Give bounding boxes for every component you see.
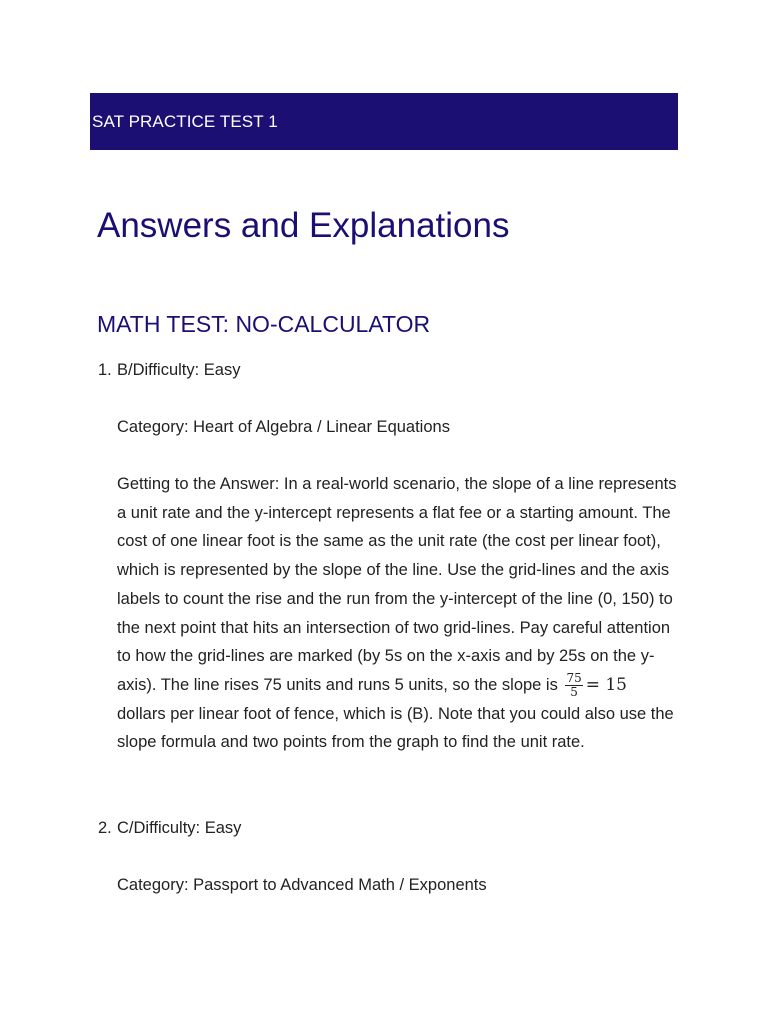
equation-result: = 15 (585, 674, 627, 695)
category-line: Category: Heart of Algebra / Linear Equations (117, 418, 450, 436)
slope-fraction (565, 672, 582, 699)
page-title: Answers and Explanations (97, 206, 510, 245)
answer-line: B/Difficulty: Easy (117, 361, 241, 379)
question-number: 1. (98, 361, 112, 379)
header-banner (90, 93, 678, 150)
banner-title: SAT PRACTICE TEST 1 (92, 111, 278, 131)
answer-line: C/Difficulty: Easy (117, 819, 242, 837)
category-line: Category: Passport to Advanced Math / Exponents (117, 876, 487, 894)
explanation-before: Getting to the Answer: In a real-world scenario, the slope of a line represents a unit rate and the y-intercept represents a flat fee or a starting amount. The cost of one linear foot is the same as the unit rate (the cost per linear foot), which is represented by the slope of the line. Use the grid-lines and the axis labels to count the rise and the run from the y-intercept of the line (0, 150) to the next point that hits an intersection of two grid-lines. Pay careful attention to how the grid-lines are marked (by 5s on the x-axis and by 25s on the y-axis). The line rises 75 units and runs 5 units, so the slope is (117, 475, 677, 694)
explanation-after: dollars per linear foot of fence, which is (B). Note that you could also use the slope formula and two points from the graph to find the unit rate. (117, 704, 674, 752)
fraction-denominator: 5 (570, 685, 578, 700)
fraction-numerator: 75 (566, 671, 582, 686)
explanation-text (117, 470, 677, 757)
section-heading: MATH TEST: NO-CALCULATOR (97, 311, 431, 337)
question-number: 2. (98, 819, 112, 837)
